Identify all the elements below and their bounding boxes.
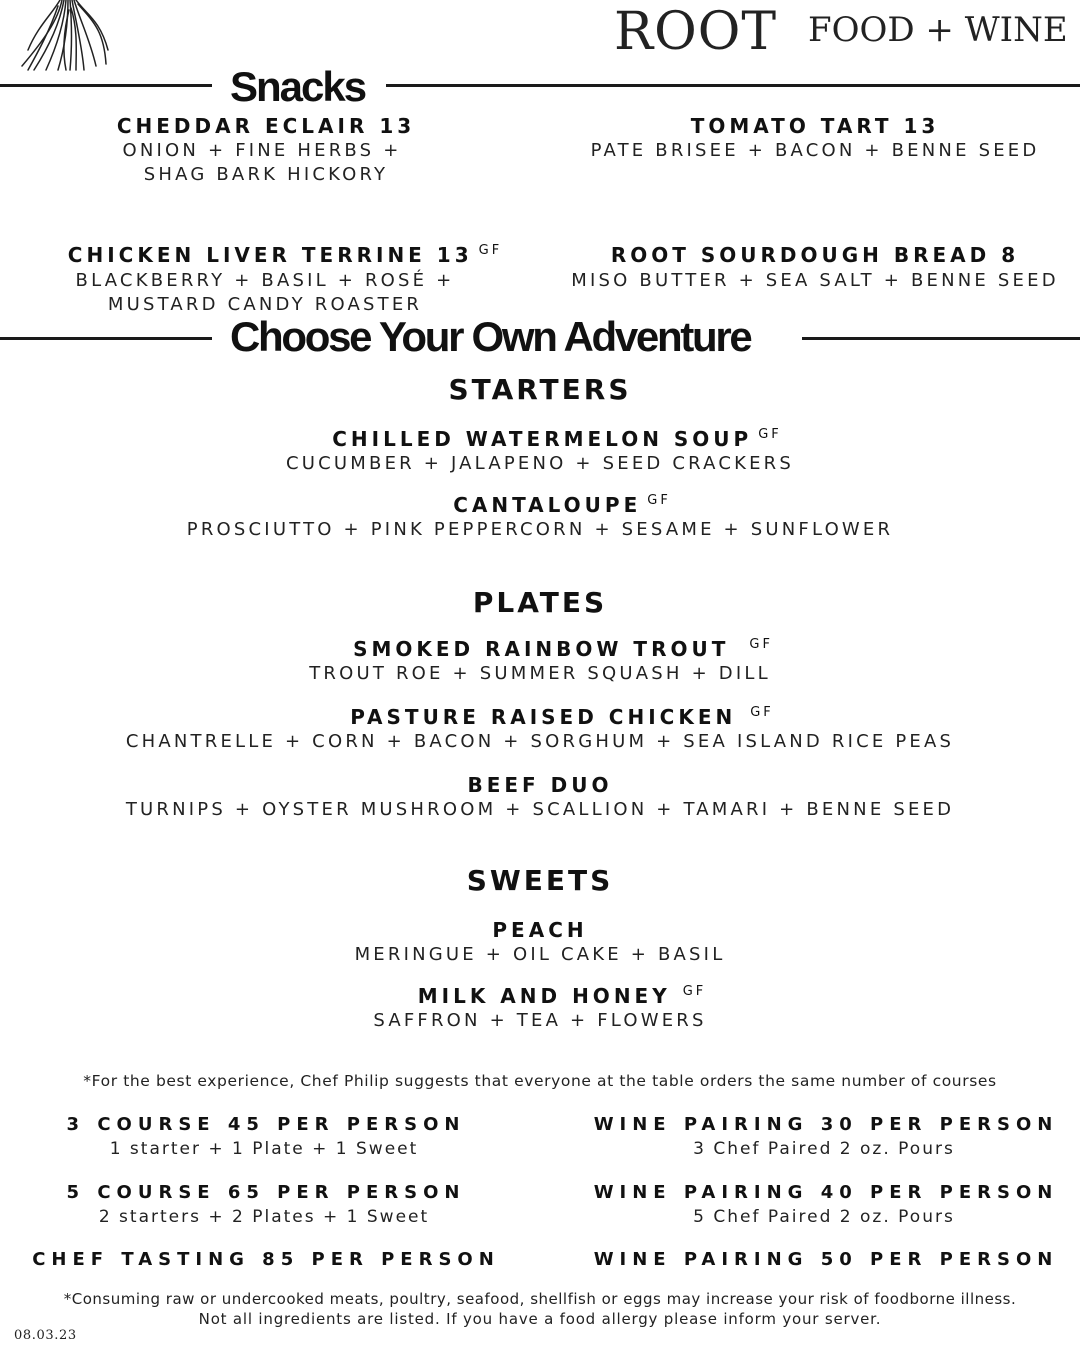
root-logo-icon: [14, 0, 114, 72]
dish-name-text: PASTURE RAISED CHICKEN: [350, 705, 737, 729]
snack-description: MISO BUTTER + SEA SALT + BENNE SEED: [571, 270, 1059, 291]
brand-name: ROOT: [614, 2, 778, 62]
snack-name: TOMATO TART 13: [690, 114, 940, 138]
disclaimer-line: Not all ingredients are listed. If you have a food allergy please inform your server.: [198, 1310, 882, 1328]
snack-name: ROOT SOURDOUGH BREAD 8: [610, 243, 1020, 267]
course-details: 2 starters + 2 Plates + 1 Sweet: [98, 1207, 430, 1227]
dish-description: TURNIPS + OYSTER MUSHROOM + SCALLION + TAMARI + BENNE SEED: [125, 799, 955, 820]
dish-description: MERINGUE + OIL CAKE + BASIL: [354, 944, 726, 965]
dish-description: CUCUMBER + JALAPENO + SEED CRACKERS: [286, 453, 794, 474]
section-divider: [802, 337, 1080, 340]
dish-description: SAFFRON + TEA + FLOWERS: [373, 1010, 707, 1031]
course-price: 5 COURSE 65 PER PERSON: [66, 1182, 466, 1203]
gluten-free-tag: GF: [750, 705, 774, 720]
gluten-free-tag: GF: [749, 637, 773, 652]
section-title-snacks: Snacks: [230, 63, 366, 110]
wine-pairing-price: WINE PAIRING 30 PER PERSON: [593, 1114, 1059, 1135]
dish-name: [353, 637, 773, 665]
snack-name: [68, 243, 502, 271]
dish-name: [418, 984, 707, 1012]
dish-name: [350, 705, 774, 733]
category-sweets: SWEETS: [466, 864, 614, 897]
snack-description: ONION + FINE HERBS +: [122, 140, 402, 161]
wine-pairing-price: WINE PAIRING 50 PER PERSON: [593, 1249, 1059, 1270]
course-details: 1 starter + 1 Plate + 1 Sweet: [109, 1139, 419, 1159]
section-title-adventure: Choose Your Own Adventure: [230, 313, 751, 360]
category-starters: STARTERS: [448, 373, 632, 406]
wine-pairing-details: 5 Chef Paired 2 oz. Pours: [693, 1207, 955, 1227]
dish-name-text: MILK AND HONEY: [417, 984, 671, 1008]
dish-name-text: CANTALOUPE: [453, 493, 642, 517]
snack-name-text: CHICKEN LIVER TERRINE 13: [67, 243, 473, 267]
section-divider: [386, 84, 1080, 87]
gluten-free-tag: GF: [758, 427, 782, 442]
gluten-free-tag: GF: [647, 493, 671, 508]
section-divider: [0, 337, 212, 340]
dish-name: BEEF DUO: [467, 773, 613, 797]
snack-description: MUSTARD CANDY ROASTER: [107, 294, 423, 315]
snack-description: PATE BRISEE + BACON + BENNE SEED: [590, 140, 1040, 161]
dish-description: PROSCIUTTO + PINK PEPPERCORN + SESAME + SUNFLOWER: [186, 519, 894, 540]
section-divider: [0, 84, 212, 87]
dish-name-text: CHILLED WATERMELON SOUP: [332, 427, 753, 451]
category-plates: PLATES: [472, 586, 608, 619]
dish-description: TROUT ROE + SUMMER SQUASH + DILL: [309, 663, 771, 684]
wine-pairing-details: 3 Chef Paired 2 oz. Pours: [693, 1139, 955, 1159]
snack-description: BLACKBERRY + BASIL + ROSÉ +: [75, 270, 455, 291]
snack-description: SHAG BARK HICKORY: [143, 164, 389, 185]
dish-description: CHANTRELLE + CORN + BACON + SORGHUM + SEA ISLAND RICE PEAS: [125, 731, 955, 752]
course-price: CHEF TASTING 85 PER PERSON: [32, 1249, 500, 1270]
dish-name: PEACH: [492, 918, 588, 942]
dish-name: [332, 427, 782, 455]
brand-tagline: FOOD + WINE: [808, 10, 1068, 50]
disclaimer-line: *Consuming raw or undercooked meats, poultry, seafood, shellfish or eggs may increase your risk of foodborne illness.: [63, 1290, 1017, 1308]
snack-name: CHEDDAR ECLAIR 13: [116, 114, 416, 138]
menu-date: 08.03.23: [14, 1328, 77, 1343]
course-price: 3 COURSE 45 PER PERSON: [66, 1114, 466, 1135]
dish-name: [453, 493, 671, 521]
dish-name-text: SMOKED RAINBOW TROUT: [353, 637, 730, 661]
chef-suggestion-note: *For the best experience, Chef Philip suggests that everyone at the table orders the same number of courses: [83, 1072, 997, 1090]
gluten-free-tag: GF: [682, 984, 707, 999]
gluten-free-tag: GF: [478, 243, 503, 258]
wine-pairing-price: WINE PAIRING 40 PER PERSON: [593, 1182, 1059, 1203]
